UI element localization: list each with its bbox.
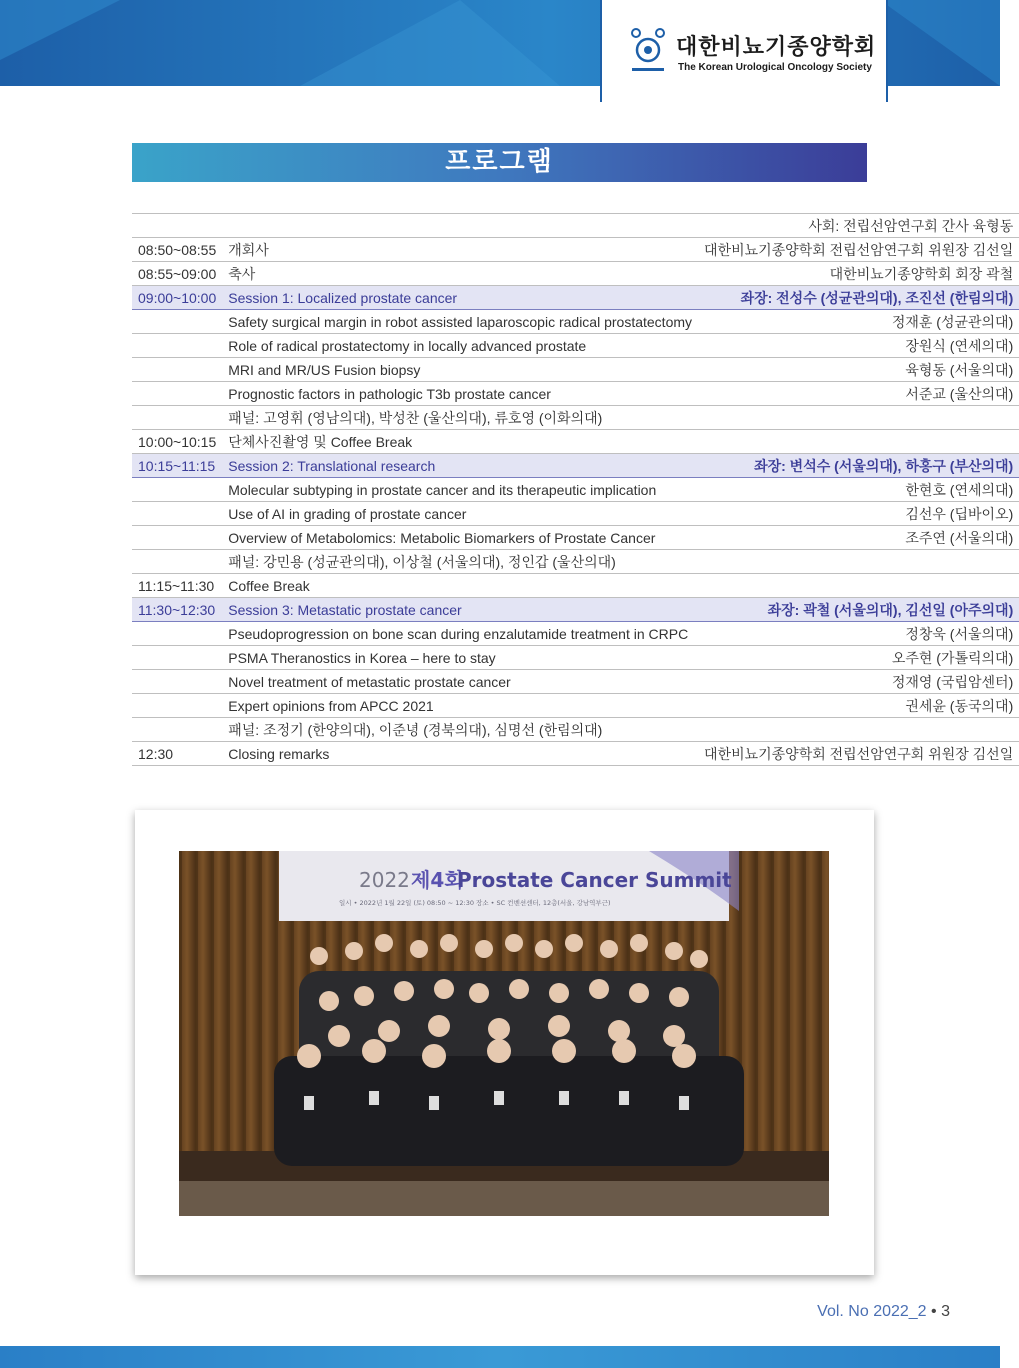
row-speaker: 대한비뇨기종양학회 회장 곽철 <box>698 262 1019 286</box>
row-time: 12:30 <box>132 742 222 766</box>
program-row <box>132 694 1019 718</box>
row-time <box>132 406 222 430</box>
row-speaker <box>698 574 1019 598</box>
program-row <box>132 718 1019 742</box>
row-speaker: 한현호 (연세의대) <box>698 478 1019 502</box>
row-speaker: 서준교 (울산의대) <box>698 382 1019 406</box>
row-time: 08:55~09:00 <box>132 262 222 286</box>
program-row <box>132 406 1019 430</box>
row-speaker: 정창욱 (서울의대) <box>698 622 1019 646</box>
volume-label: Vol. No 2022_2 <box>817 1303 927 1320</box>
program-row <box>132 550 1019 574</box>
footer-band <box>0 1346 1000 1368</box>
row-speaker <box>698 718 1019 742</box>
banner-title: Prostate Cancer Summit <box>457 868 732 892</box>
program-row <box>132 358 1019 382</box>
row-time <box>132 334 222 358</box>
row-time <box>132 718 222 742</box>
row-speaker: 김선우 (딥바이오) <box>698 502 1019 526</box>
row-time <box>132 670 222 694</box>
row-time <box>132 358 222 382</box>
row-time: 08:50~08:55 <box>132 238 222 262</box>
program-row <box>132 478 1019 502</box>
row-time <box>132 310 222 334</box>
footer-bullet: • <box>931 1303 937 1320</box>
moderator-row <box>132 214 1019 238</box>
row-title: Molecular subtyping in prostate cancer and its therapeutic implication <box>222 478 698 502</box>
row-title: Expert opinions from APCC 2021 <box>222 694 698 718</box>
row-speaker: 좌장: 전성수 (성균관의대), 조진선 (한림의대) <box>698 286 1019 310</box>
program-row <box>132 238 1019 262</box>
row-speaker: 장원식 (연세의대) <box>698 334 1019 358</box>
page-number-value: 3 <box>941 1303 950 1320</box>
program-row <box>132 670 1019 694</box>
session-row <box>132 454 1019 478</box>
program-row <box>132 622 1019 646</box>
row-title: PSMA Theranostics in Korea – here to stay <box>222 646 698 670</box>
session-row <box>132 286 1019 310</box>
row-time <box>132 382 222 406</box>
row-title: 단체사진촬영 및 Coffee Break <box>222 430 698 454</box>
row-speaker: 대한비뇨기종양학회 전립선암연구회 위원장 김선일 <box>698 742 1019 766</box>
program-row <box>132 742 1019 766</box>
program-row <box>132 526 1019 550</box>
row-time: 10:15~11:15 <box>132 454 222 478</box>
row-title: Novel treatment of metastatic prostate cancer <box>222 670 698 694</box>
row-time: 11:15~11:30 <box>132 574 222 598</box>
row-title: Pseudoprogression on bone scan during enzalutamide treatment in CRPC <box>222 622 698 646</box>
row-title: MRI and MR/US Fusion biopsy <box>222 358 698 382</box>
row-title: 패널: 조정기 (한양의대), 이준녕 (경북의대), 심명선 (한림의대) <box>222 718 698 742</box>
row-title: 패널: 고영휘 (영남의대), 박성찬 (울산의대), 류호영 (이화의대) <box>222 406 698 430</box>
row-title: Coffee Break <box>222 574 698 598</box>
program-row <box>132 430 1019 454</box>
program-row <box>132 382 1019 406</box>
row-title: Session 1: Localized prostate cancer <box>222 286 698 310</box>
row-speaker <box>698 430 1019 454</box>
row-time: 11:30~12:30 <box>132 598 222 622</box>
row-time <box>132 622 222 646</box>
row-speaker <box>698 550 1019 574</box>
row-title: Use of AI in grading of prostate cancer <box>222 502 698 526</box>
row-speaker: 오주현 (가톨릭의대) <box>698 646 1019 670</box>
row-time <box>132 550 222 574</box>
row-speaker: 정재훈 (성균관의대) <box>698 310 1019 334</box>
page-number <box>817 1303 950 1321</box>
row-speaker: 조주연 (서울의대) <box>698 526 1019 550</box>
session-row <box>132 598 1019 622</box>
row-title: Session 2: Translational research <box>222 454 698 478</box>
program-row <box>132 574 1019 598</box>
row-time: 09:00~10:00 <box>132 286 222 310</box>
program-table <box>132 213 1019 766</box>
row-speaker: 권세윤 (동국의대) <box>698 694 1019 718</box>
society-logo-box <box>600 0 888 102</box>
photo-card <box>135 810 874 1275</box>
program-row <box>132 646 1019 670</box>
row-time <box>132 646 222 670</box>
program-row <box>132 262 1019 286</box>
row-title: Prognostic factors in pathologic T3b prostate cancer <box>222 382 698 406</box>
row-time <box>132 502 222 526</box>
banner-subtitle: 일시 • 2022년 1월 22일 (토) 08:50 ~ 12:30 장소 • SC 컨벤션센터, 12층(서울, 강남역부근) <box>339 899 611 907</box>
banner-year: 2022 <box>359 868 410 892</box>
program-row <box>132 502 1019 526</box>
row-speaker: 좌장: 변석수 (서울의대), 하홍구 (부산의대) <box>698 454 1019 478</box>
row-time: 10:00~10:15 <box>132 430 222 454</box>
row-title: Closing remarks <box>222 742 698 766</box>
row-title: Overview of Metabolomics: Metabolic Biomarkers of Prostate Cancer <box>222 526 698 550</box>
row-speaker <box>698 406 1019 430</box>
society-name-english: The Korean Urological Oncology Society <box>678 62 872 73</box>
group-photo-illustration <box>179 851 829 1216</box>
row-speaker: 육형동 (서울의대) <box>698 358 1019 382</box>
row-title: 개회사 <box>222 238 698 262</box>
row-time <box>132 478 222 502</box>
page-title: 프로그램 <box>132 143 867 182</box>
banner-edition: 제4회 <box>411 868 464 892</box>
program-row <box>132 310 1019 334</box>
row-title: Safety surgical margin in robot assisted laparoscopic radical prostatectomy <box>222 310 698 334</box>
row-title: Session 3: Metastatic prostate cancer <box>222 598 698 622</box>
row-title: Role of radical prostatectomy in locally advanced prostate <box>222 334 698 358</box>
moderator-text: 사회: 전립선암연구회 간사 육형동 <box>132 214 1019 238</box>
society-name-korean: 대한비뇨기종양학회 <box>676 35 877 60</box>
row-speaker: 대한비뇨기종양학회 전립선암연구회 위원장 김선일 <box>698 238 1019 262</box>
society-logo-icon <box>628 26 668 76</box>
row-title: 축사 <box>222 262 698 286</box>
program-row <box>132 334 1019 358</box>
row-time <box>132 526 222 550</box>
group-photo <box>179 851 829 1216</box>
row-title: 패널: 강민용 (성균관의대), 이상철 (서울의대), 정인갑 (울산의대) <box>222 550 698 574</box>
row-time <box>132 694 222 718</box>
row-speaker: 정재영 (국립암센터) <box>698 670 1019 694</box>
row-speaker: 좌장: 곽철 (서울의대), 김선일 (아주의대) <box>698 598 1019 622</box>
